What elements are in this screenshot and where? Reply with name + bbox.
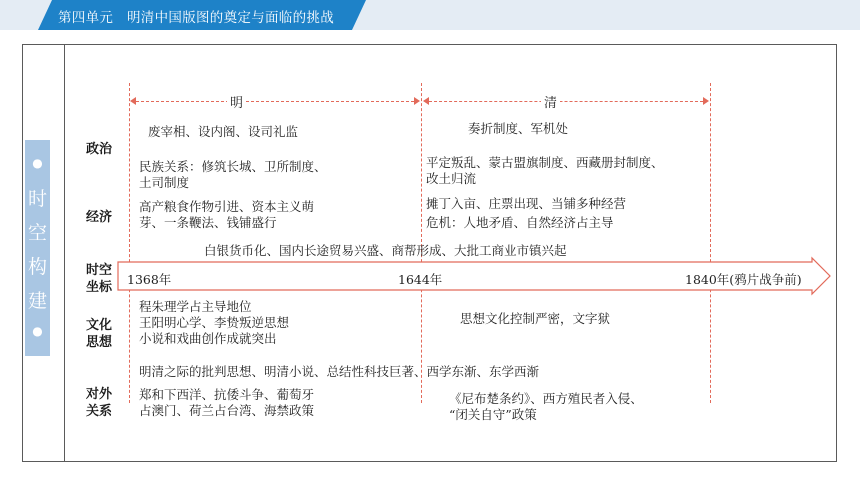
- era-label-ming: 明: [227, 92, 246, 111]
- timeline-mid: 1644年: [398, 272, 443, 287]
- category-timeline-line1: 时空: [86, 263, 113, 278]
- ming-culture-line2: 王阳明心学、李贽叛逆思想: [139, 315, 290, 330]
- qing-culture: 思想文化控制严密，文字狱: [460, 311, 611, 326]
- qing-politics-2-line1: 平定叛乱、蒙古盟旗制度、西藏册封制度、: [426, 155, 664, 170]
- category-politics: 政治: [86, 142, 113, 157]
- era-label-qing: 清: [541, 92, 560, 111]
- ming-foreign-line2: 占澳门、荷兰占台湾、海禁政策: [139, 403, 315, 418]
- qing-foreign: [449, 391, 643, 423]
- category-economy: 经济: [86, 210, 113, 225]
- timeline-end: 1840年(鸦片战争前): [685, 272, 802, 287]
- banner-char-1: 时: [27, 188, 47, 210]
- banner-char-2: 空: [27, 222, 47, 244]
- qing-foreign-line1: 《尼布楚条约》、西方殖民者入侵、: [449, 391, 643, 406]
- banner-char-4: 建: [27, 290, 47, 312]
- shared-culture: 明清之际的批判思想、明清小说、总结性科技巨著、西学东渐、东学西渐: [139, 364, 540, 379]
- category-timeline-line2: 坐标: [86, 280, 113, 295]
- category-culture-line2: 思想: [86, 335, 113, 350]
- qing-politics-2-line2: 改土归流: [426, 171, 477, 186]
- category-foreign-line2: 关系: [86, 404, 113, 419]
- banner-char-3: 构: [27, 256, 47, 278]
- banner-dot-bottom: ●: [32, 324, 43, 338]
- shared-economy: 白银货币化、国内长途贸易兴盛、商帮形成、大批工商业市镇兴起: [204, 243, 567, 258]
- ming-foreign-line1: 郑和下西洋、抗倭斗争、葡萄牙: [139, 387, 315, 402]
- ming-foreign: [139, 387, 314, 419]
- page-title: 第四单元 明清中国版图的奠定与面临的挑战: [58, 10, 334, 26]
- category-culture-line1: 文化: [86, 318, 113, 333]
- ming-politics-2-line2: 土司制度: [139, 175, 190, 190]
- category-foreign-line1: 对外: [86, 387, 113, 402]
- qing-politics-1: 奏折制度、军机处: [468, 121, 569, 136]
- ming-economy-line1: 高产粮食作物引进、资本主义萌: [139, 199, 315, 214]
- ming-politics-1: 废宰相、设内阁、设司礼监: [148, 124, 299, 139]
- ming-politics-2-line1: 民族关系：修筑长城、卫所制度、: [139, 159, 327, 174]
- ming-culture-line1: 程朱理学占主导地位: [139, 299, 252, 314]
- qing-economy-line1: 摊丁入亩、庄票出现、当铺多种经营: [426, 196, 627, 211]
- banner-dot-top: ●: [32, 156, 43, 170]
- qing-foreign-line2: “闭关自守”政策: [449, 407, 537, 422]
- timeline-start: 1368年: [127, 272, 172, 287]
- ming-culture-line3: 小说和戏曲创作成就突出: [139, 331, 277, 346]
- ming-culture: [139, 299, 289, 347]
- qing-economy-line2: 危机：人地矛盾、自然经济占主导: [426, 215, 614, 230]
- ming-economy-line2: 芽、一条鞭法、钱铺盛行: [139, 215, 277, 230]
